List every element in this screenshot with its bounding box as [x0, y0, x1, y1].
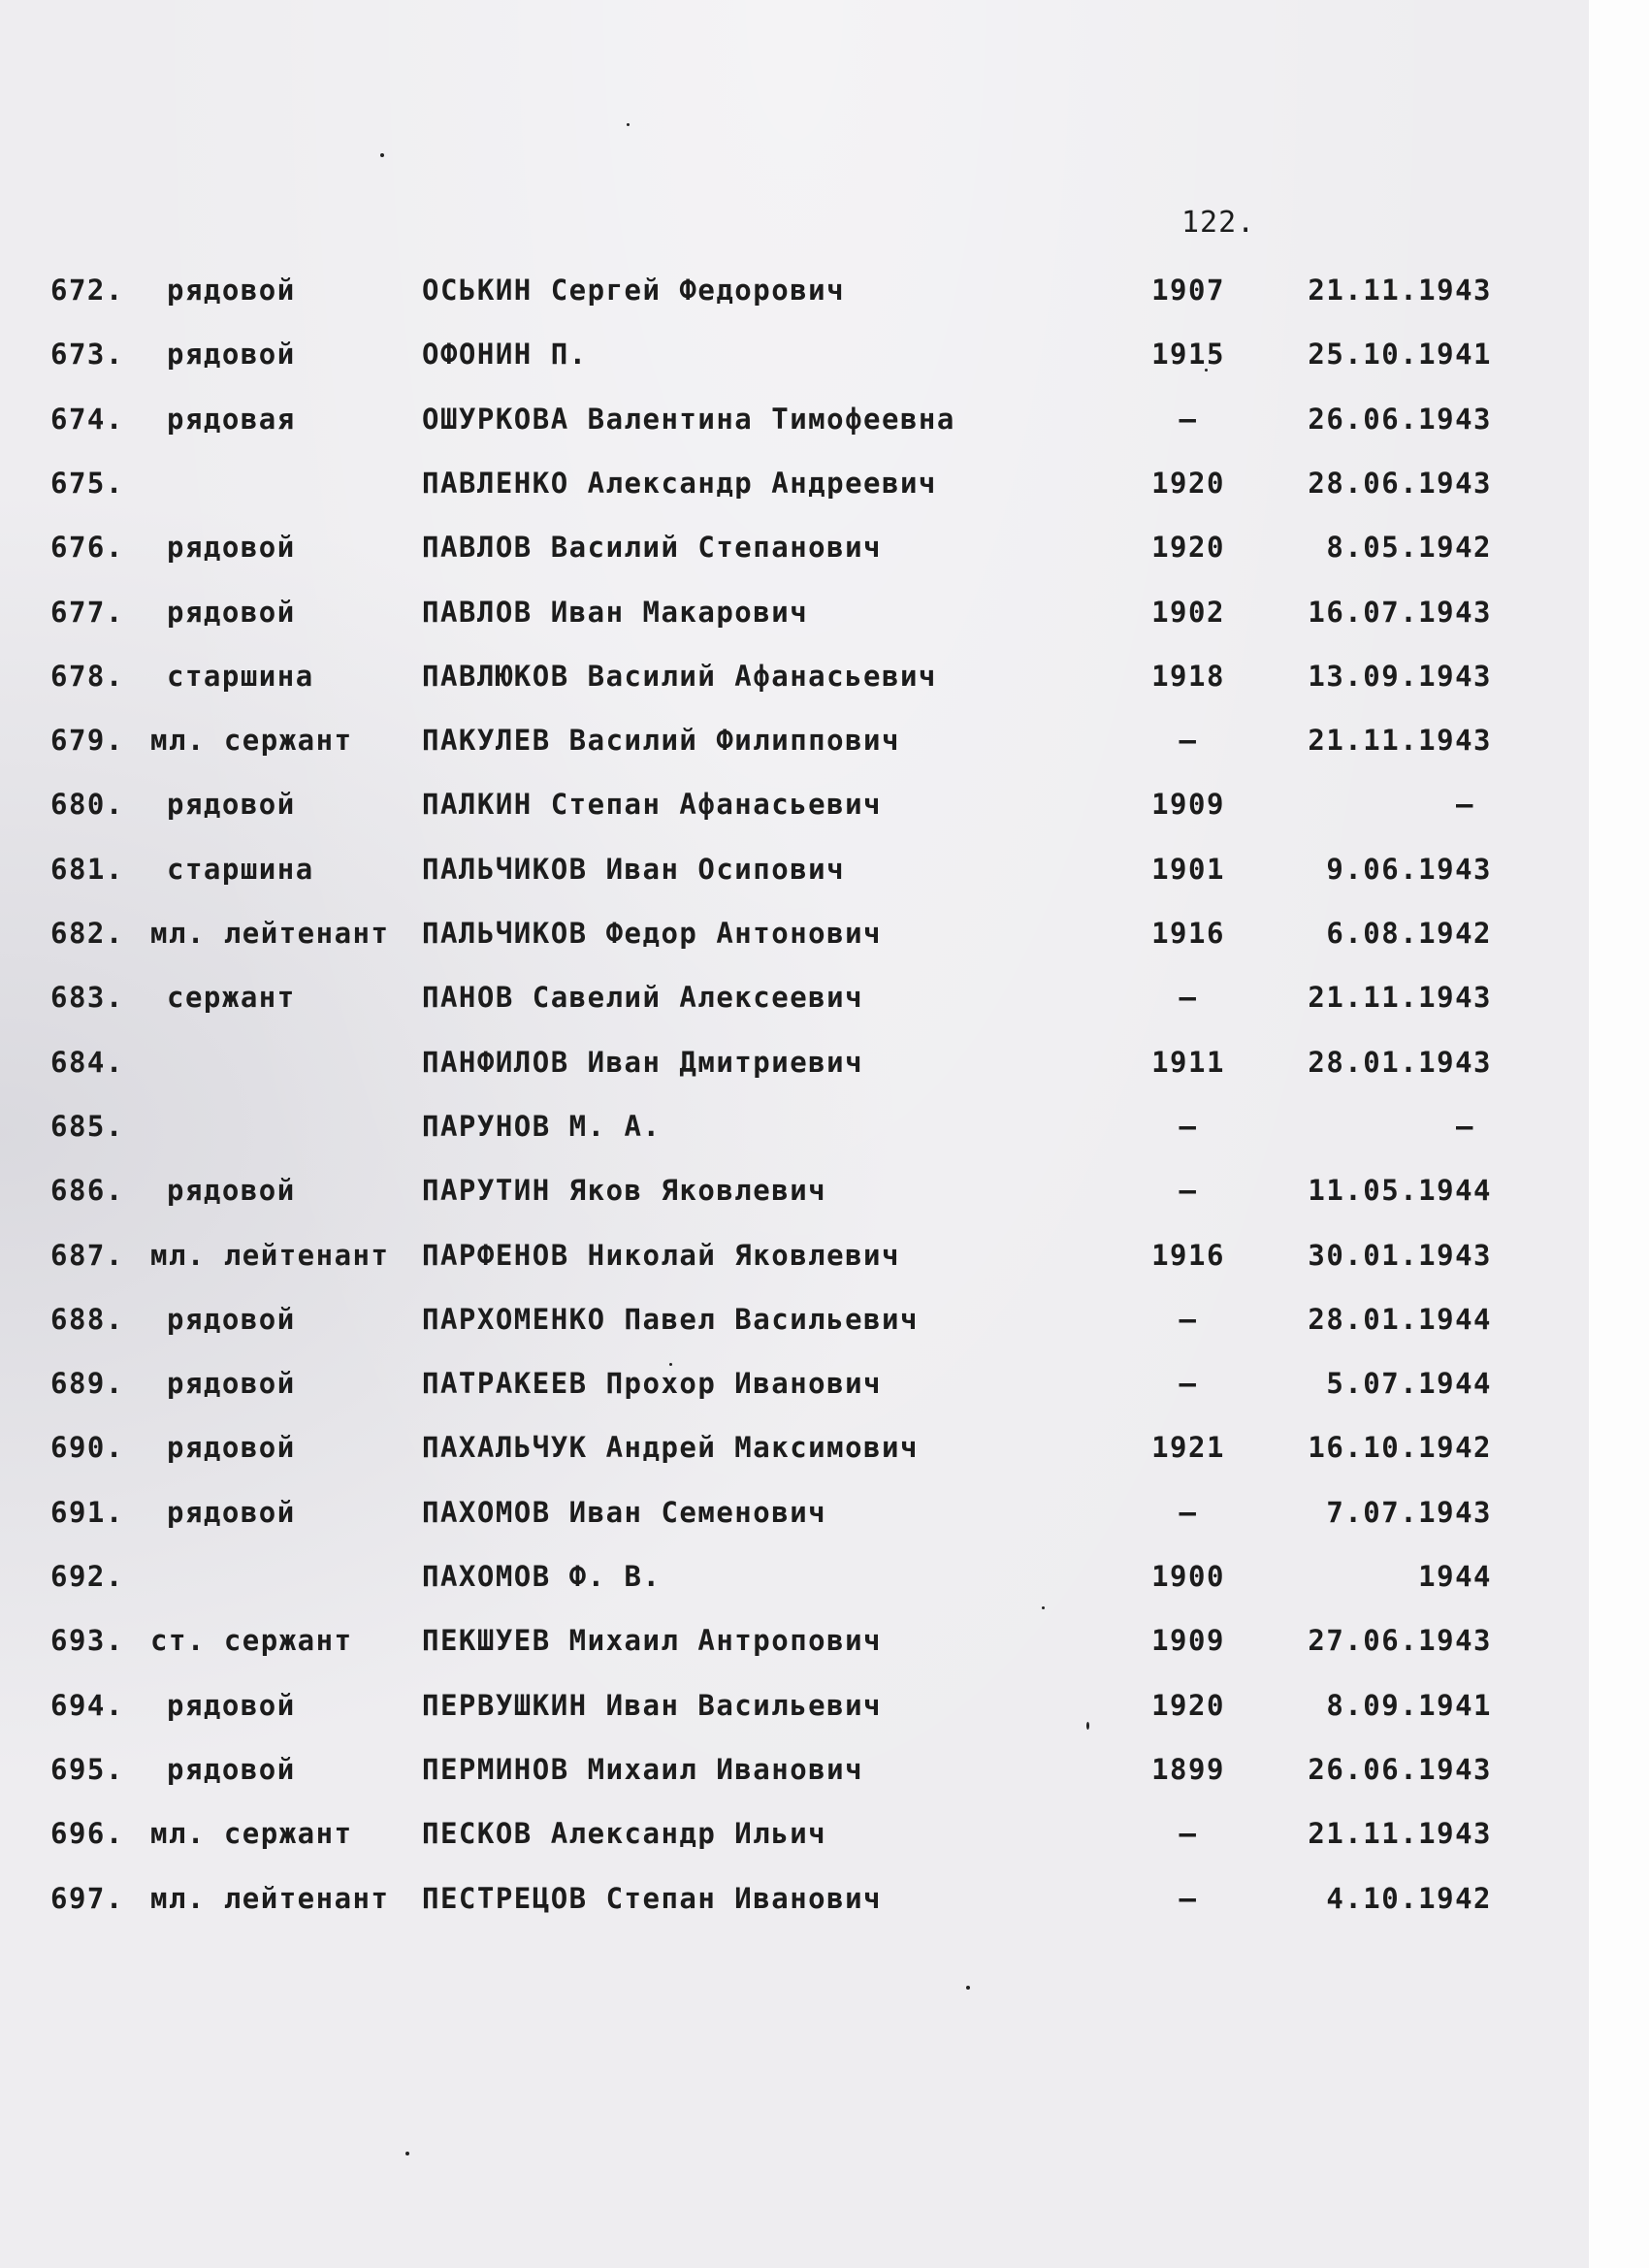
rank: рядовой	[167, 1367, 296, 1400]
list-row	[0, 593, 1589, 632]
full-name: ПАХОМОВ Иван Семенович	[422, 1496, 827, 1529]
row-number: 683.	[50, 981, 124, 1014]
birth-year: 1909	[1151, 1624, 1225, 1657]
full-name: ПАЛЬЧИКОВ Федор Антонович	[422, 917, 882, 950]
row-number: 678.	[50, 660, 124, 693]
full-name: ПЕСКОВ Александр Ильич	[422, 1817, 827, 1850]
scan-margin	[1589, 0, 1649, 2268]
list-row	[0, 978, 1589, 1017]
list-row	[0, 1814, 1589, 1853]
list-row	[0, 914, 1589, 953]
birth-year: –	[1179, 1496, 1198, 1529]
death-date: 16.07.1943	[1308, 596, 1492, 629]
birth-year: 1907	[1151, 274, 1225, 307]
birth-year: –	[1179, 1817, 1198, 1850]
rank: рядовой	[167, 1753, 296, 1786]
scan-speck	[380, 153, 384, 157]
scan-speck	[966, 1986, 970, 1990]
birth-year: 1920	[1151, 1689, 1225, 1722]
row-number: 679.	[50, 724, 124, 757]
row-number: 692.	[50, 1560, 124, 1593]
full-name: ПАТРАКЕЕВ Прохор Иванович	[422, 1367, 882, 1400]
row-number: 684.	[50, 1046, 124, 1079]
list-row	[0, 1879, 1589, 1918]
rank: рядовой	[167, 1174, 296, 1207]
list-row	[0, 1171, 1589, 1210]
birth-year: 1916	[1151, 917, 1225, 950]
list-row	[0, 1300, 1589, 1339]
full-name: ПАРУНОВ М. А.	[422, 1110, 662, 1143]
full-name: ПАКУЛЕВ Василий Филиппович	[422, 724, 900, 757]
death-date: 9.06.1943	[1326, 853, 1492, 886]
birth-year: 1909	[1151, 788, 1225, 821]
row-number: 676.	[50, 531, 124, 564]
rank: старшина	[167, 660, 314, 693]
full-name: ПАЛЬЧИКОВ Иван Осипович	[422, 853, 846, 886]
death-date: –	[1456, 788, 1474, 821]
list-row	[0, 1686, 1589, 1725]
scan-speck	[1042, 1606, 1045, 1609]
full-name: ПАРХОМЕНКО Павел Васильевич	[422, 1303, 919, 1336]
full-name: ПАНОВ Савелий Алексеевич	[422, 981, 864, 1014]
list-row	[0, 657, 1589, 696]
birth-year: –	[1179, 1174, 1198, 1207]
full-name: ПАНФИЛОВ Иван Дмитриевич	[422, 1046, 864, 1079]
list-row	[0, 1107, 1589, 1146]
death-date: 27.06.1943	[1308, 1624, 1492, 1657]
row-number: 677.	[50, 596, 124, 629]
death-date: 21.11.1943	[1308, 274, 1492, 307]
row-number: 674.	[50, 403, 124, 436]
rank: рядовой	[167, 338, 296, 371]
birth-year: 1899	[1151, 1753, 1225, 1786]
rank: рядовой	[167, 531, 296, 564]
rank: рядовой	[167, 788, 296, 821]
list-row	[0, 1493, 1589, 1532]
death-date: 30.01.1943	[1308, 1239, 1492, 1272]
rank: рядовая	[167, 403, 296, 436]
birth-year: 1918	[1151, 660, 1225, 693]
rank: рядовой	[167, 1431, 296, 1464]
birth-year: 1915	[1151, 338, 1225, 371]
row-number: 686.	[50, 1174, 124, 1207]
scan-speck	[627, 123, 630, 126]
list-row	[0, 1043, 1589, 1082]
list-row	[0, 400, 1589, 438]
list-row	[0, 1236, 1589, 1275]
death-date: 5.07.1944	[1326, 1367, 1492, 1400]
row-number: 682.	[50, 917, 124, 950]
list-row	[0, 335, 1589, 373]
death-date: 11.05.1944	[1308, 1174, 1492, 1207]
birth-year: 1911	[1151, 1046, 1225, 1079]
row-number: 673.	[50, 338, 124, 371]
death-date: 21.11.1943	[1308, 981, 1492, 1014]
row-number: 697.	[50, 1882, 124, 1915]
death-date: 21.11.1943	[1308, 1817, 1492, 1850]
full-name: ОШУРКОВА Валентина Тимофеевна	[422, 403, 955, 436]
full-name: ПАВЛОВ Василий Степанович	[422, 531, 882, 564]
rank: мл. лейтенант	[150, 1239, 390, 1272]
list-row	[0, 1557, 1589, 1596]
row-number: 680.	[50, 788, 124, 821]
birth-year: –	[1179, 724, 1198, 757]
death-date: 28.01.1944	[1308, 1303, 1492, 1336]
rank: ст. сержант	[150, 1624, 353, 1657]
birth-year: –	[1179, 1303, 1198, 1336]
list-row	[0, 271, 1589, 309]
death-date: 1944	[1418, 1560, 1492, 1593]
death-date: 16.10.1942	[1308, 1431, 1492, 1464]
birth-year: 1901	[1151, 853, 1225, 886]
rank: рядовой	[167, 1496, 296, 1529]
full-name: ОФОНИН П.	[422, 338, 588, 371]
birth-year: 1920	[1151, 531, 1225, 564]
birth-year: 1902	[1151, 596, 1225, 629]
birth-year: 1920	[1151, 467, 1225, 500]
rank: рядовой	[167, 274, 296, 307]
rank: мл. лейтенант	[150, 1882, 390, 1915]
rank: старшина	[167, 853, 314, 886]
full-name: ПАХОМОВ Ф. В.	[422, 1560, 662, 1593]
rank: рядовой	[167, 1303, 296, 1336]
death-date: 8.05.1942	[1326, 531, 1492, 564]
full-name: ПАХАЛЬЧУК Андрей Максимович	[422, 1431, 919, 1464]
full-name: ПЕСТРЕЦОВ Степан Иванович	[422, 1882, 882, 1915]
full-name: ПЕКШУЕВ Михаил Антропович	[422, 1624, 882, 1657]
list-row	[0, 464, 1589, 502]
row-number: 681.	[50, 853, 124, 886]
rank: рядовой	[167, 1689, 296, 1722]
row-number: 695.	[50, 1753, 124, 1786]
row-number: 685.	[50, 1110, 124, 1143]
list-row	[0, 1428, 1589, 1467]
row-number: 688.	[50, 1303, 124, 1336]
birth-year: –	[1179, 403, 1198, 436]
death-date: 7.07.1943	[1326, 1496, 1492, 1529]
full-name: ПАРФЕНОВ Николай Яковлевич	[422, 1239, 900, 1272]
death-date: 28.01.1943	[1308, 1046, 1492, 1079]
rank: мл. сержант	[150, 1817, 353, 1850]
list-row	[0, 785, 1589, 824]
full-name: ПАЛКИН Степан Афанасьевич	[422, 788, 882, 821]
rank: сержант	[167, 981, 296, 1014]
page-number: 122.	[1181, 206, 1256, 240]
full-name: ПАВЛЮКОВ Василий Афанасьевич	[422, 660, 937, 693]
list-row	[0, 1364, 1589, 1403]
row-number: 691.	[50, 1496, 124, 1529]
full-name: ПЕРМИНОВ Михаил Иванович	[422, 1753, 864, 1786]
row-number: 690.	[50, 1431, 124, 1464]
row-number: 693.	[50, 1624, 124, 1657]
birth-year: 1916	[1151, 1239, 1225, 1272]
death-date: 26.06.1943	[1308, 1753, 1492, 1786]
list-row	[0, 1750, 1589, 1789]
death-date: –	[1456, 1110, 1474, 1143]
rank: рядовой	[167, 596, 296, 629]
birth-year: –	[1179, 1367, 1198, 1400]
full-name: ПАРУТИН Яков Яковлевич	[422, 1174, 827, 1207]
rank: мл. лейтенант	[150, 917, 390, 950]
rank: мл. сержант	[150, 724, 353, 757]
full-name: ПАВЛОВ Иван Макарович	[422, 596, 809, 629]
row-number: 696.	[50, 1817, 124, 1850]
death-date: 13.09.1943	[1308, 660, 1492, 693]
scan-speck	[405, 2152, 409, 2155]
row-number: 689.	[50, 1367, 124, 1400]
list-row	[0, 1621, 1589, 1660]
death-date: 4.10.1942	[1326, 1882, 1492, 1915]
full-name: ОСЬКИН Сергей Федорович	[422, 274, 846, 307]
birth-year: 1900	[1151, 1560, 1225, 1593]
list-row	[0, 528, 1589, 567]
death-date: 6.08.1942	[1326, 917, 1492, 950]
row-number: 687.	[50, 1239, 124, 1272]
death-date: 21.11.1943	[1308, 724, 1492, 757]
row-number: 694.	[50, 1689, 124, 1722]
birth-year: –	[1179, 981, 1198, 1014]
list-row	[0, 850, 1589, 889]
birth-year: –	[1179, 1882, 1198, 1915]
birth-year: 1921	[1151, 1431, 1225, 1464]
death-date: 25.10.1941	[1308, 338, 1492, 371]
list-row	[0, 721, 1589, 760]
full-name: ПЕРВУШКИН Иван Васильевич	[422, 1689, 882, 1722]
death-date: 26.06.1943	[1308, 403, 1492, 436]
birth-year: –	[1179, 1110, 1198, 1143]
row-number: 675.	[50, 467, 124, 500]
death-date: 28.06.1943	[1308, 467, 1492, 500]
death-date: 8.09.1941	[1326, 1689, 1492, 1722]
row-number: 672.	[50, 274, 124, 307]
full-name: ПАВЛЕНКО Александр Андреевич	[422, 467, 937, 500]
